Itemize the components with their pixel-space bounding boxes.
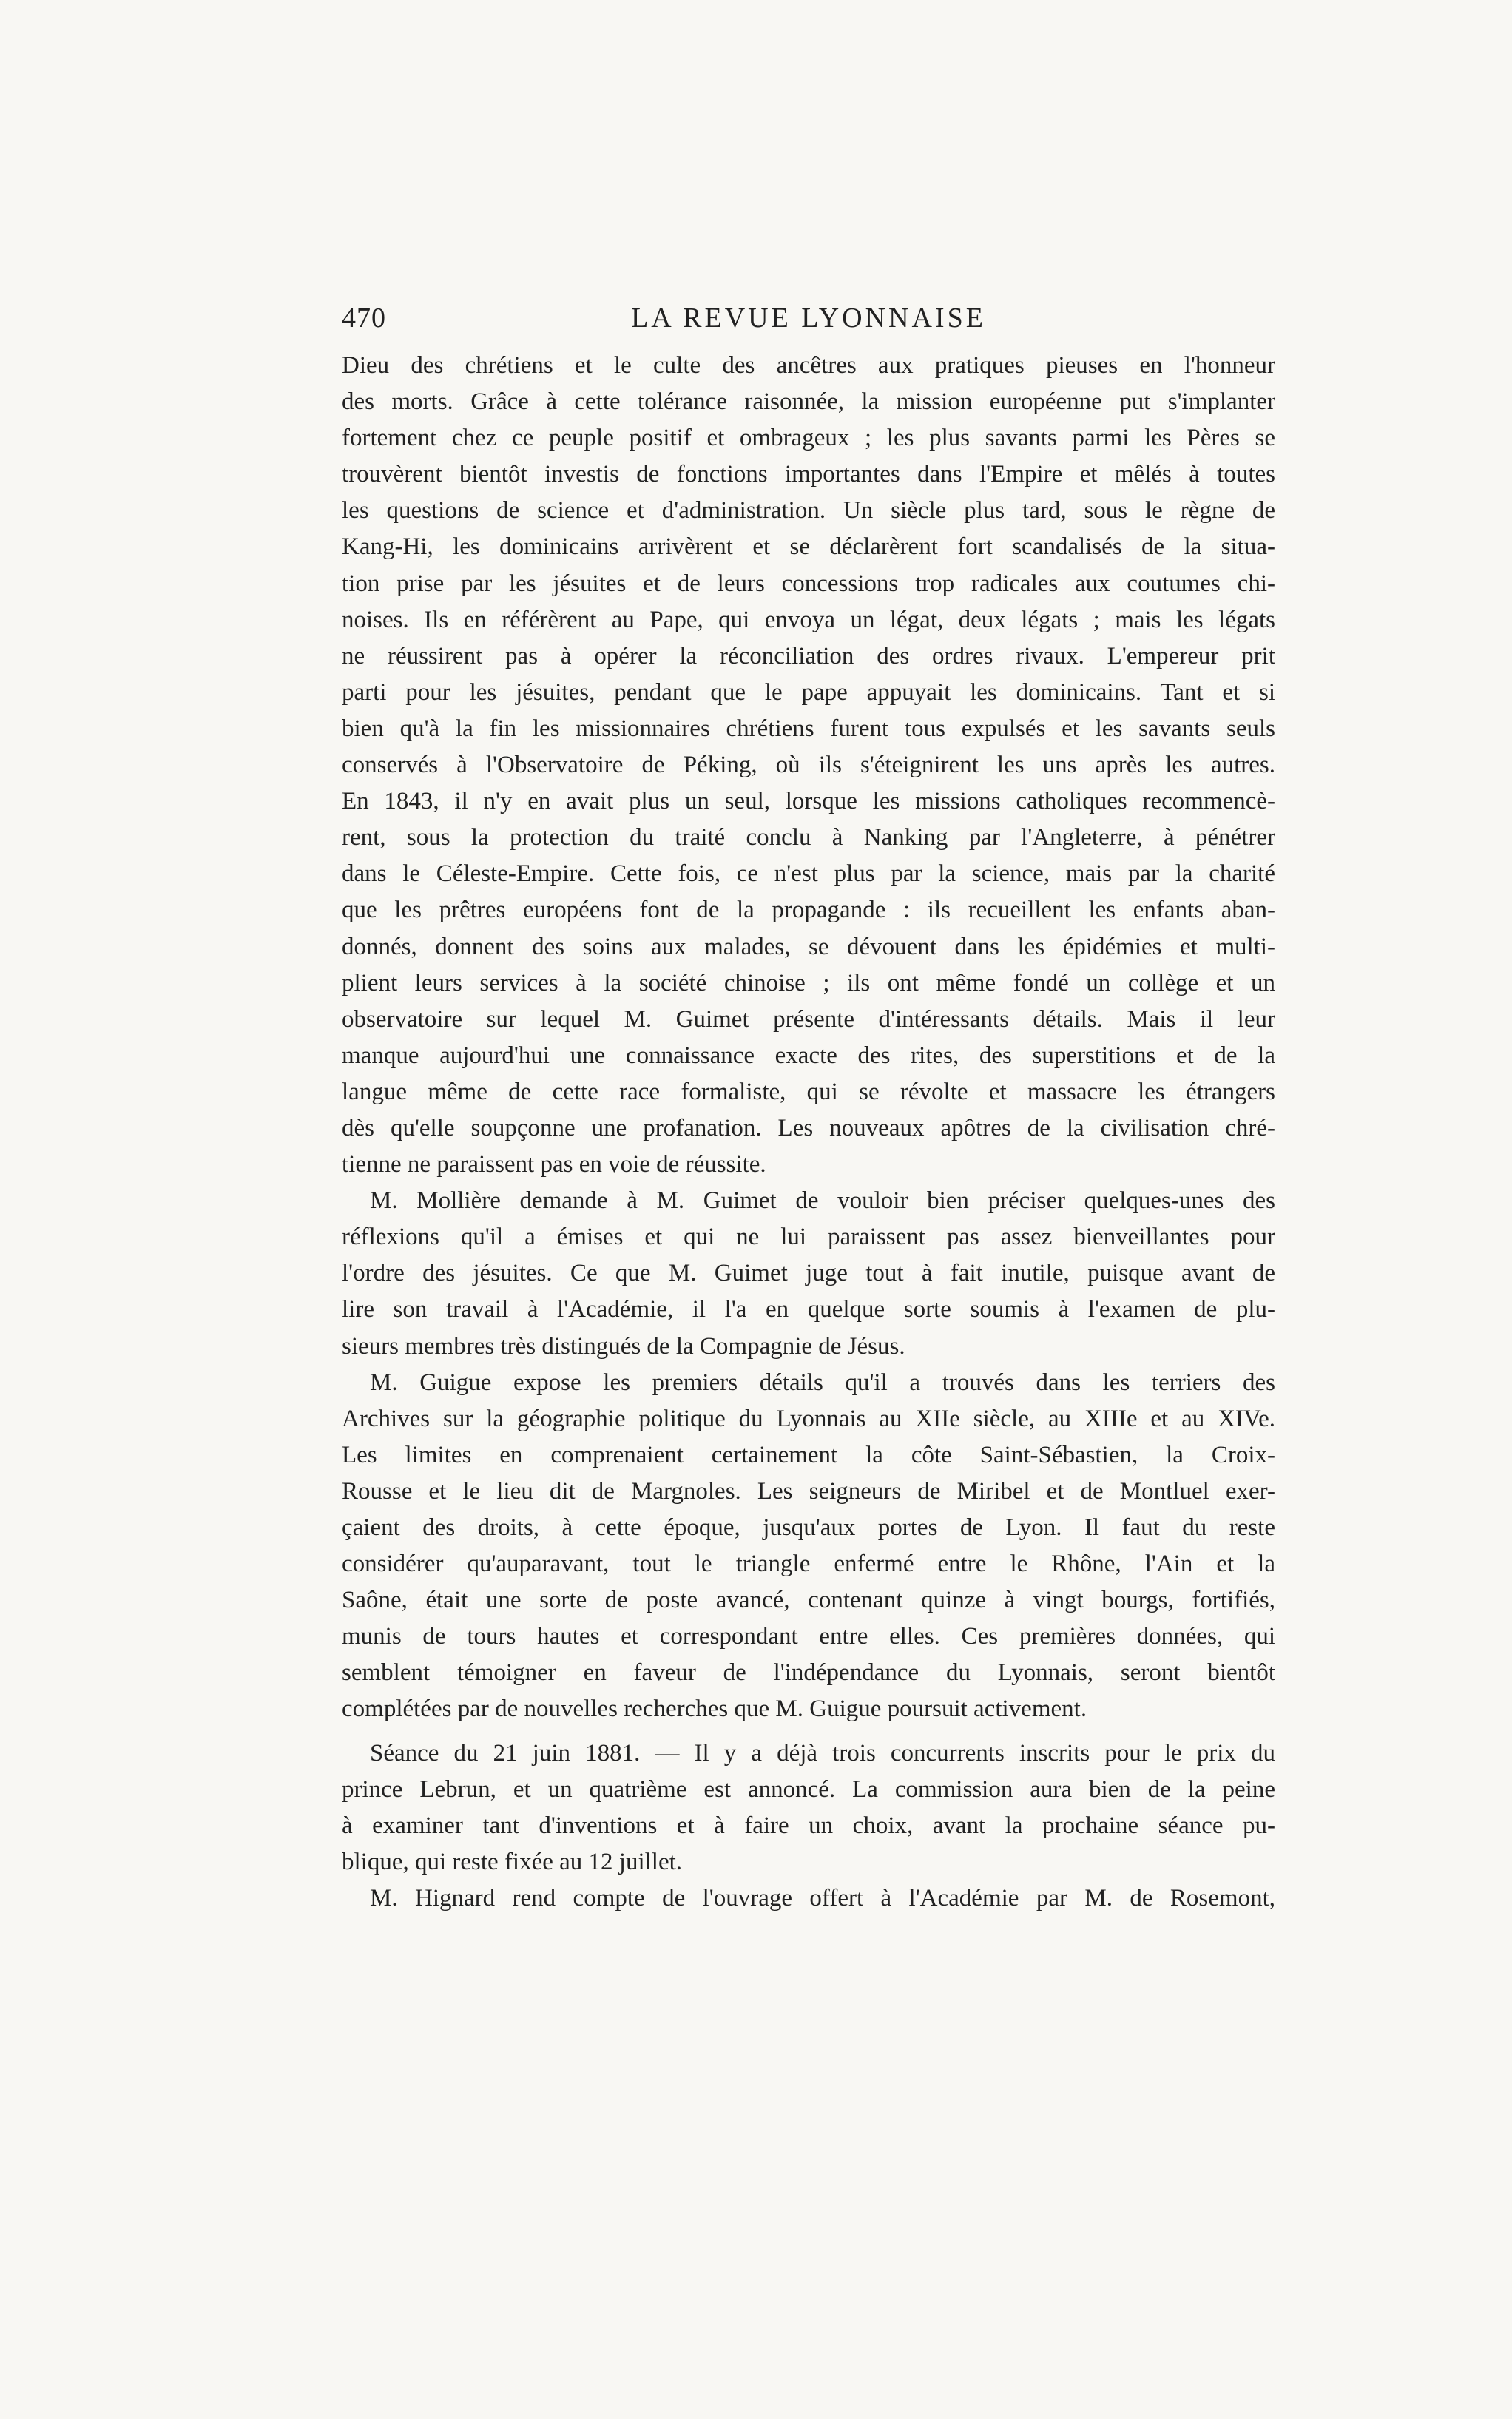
text-line: M. Guigue expose les premiers détails qu'il a trouvés dans les terriers des	[370, 1369, 1275, 1396]
text-line: M. Hignard rend compte de l'ouvrage offert à l'Académie par M. de Rosemont,	[370, 1884, 1275, 1912]
text-line: M. Mollière demande à M. Guimet de vouloir bien préciser quelques-unes des	[370, 1187, 1275, 1215]
text-line: Kang-Hi, les dominicains arrivèrent et se déclarèrent fort scandalisés de la situa-	[342, 533, 1275, 561]
page-header	[342, 302, 1275, 348]
text-line: langue même de cette race formaliste, qui se révolte et massacre les étrangers	[342, 1078, 1275, 1105]
text-line: Dieu des chrétiens et le culte des ancêtres aux pratiques pieuses en l'honneur	[342, 352, 1275, 379]
text-line: prince Lebrun, et un quatrième est annoncé. La commission aura bien de la peine	[342, 1775, 1275, 1803]
text-line: tion prise par les jésuites et de leurs concessions trop radicales aux coutumes chi-	[342, 570, 1275, 597]
text-line: fortement chez ce peuple positif et ombrageux ; les plus savants parmi les Pères se	[342, 425, 1275, 452]
text-line: ne réussirent pas à opérer la réconciliation des ordres rivaux. L'empereur prit	[342, 642, 1275, 669]
text-line: lire son travail à l'Académie, il l'a en quelque sorte soumis à l'examen de plu-	[342, 1296, 1275, 1323]
text-line: Archives sur la géographie politique du Lyonnais au XIIe siècle, au XIIIe et au XIVe.	[342, 1405, 1275, 1432]
text-line: dès qu'elle soupçonne une profanation. Les nouveaux apôtres de la civilisation chré-	[342, 1114, 1275, 1141]
text-line: Saône, était une sorte de poste avancé, contenant quinze à vingt bourgs, fortifiés,	[342, 1587, 1275, 1614]
text-line: à examiner tant d'inventions et à faire un choix, avant la prochaine séance pu-	[342, 1812, 1275, 1839]
text-block	[342, 302, 1275, 1917]
text-line: les questions de science et d'administration. Un siècle plus tard, sous le règne de	[342, 497, 1275, 524]
text-line: dans le Céleste-Empire. Cette fois, ce n'est plus par la science, mais par la charité	[342, 860, 1275, 888]
text-line: observatoire sur lequel M. Guimet présente d'intéressants détails. Mais il leur	[342, 1005, 1275, 1033]
text-line: complétées par de nouvelles recherches que M. Guigue poursuit activement.	[342, 1696, 1087, 1723]
page-number: 470	[342, 303, 386, 334]
text-line: l'ordre des jésuites. Ce que M. Guimet juge tout à fait inutile, puisque avant de	[342, 1260, 1275, 1287]
text-line: noises. Ils en référèrent au Pape, qui envoya un légat, deux légats ; mais les légats	[342, 606, 1275, 633]
body-text	[342, 348, 1275, 1917]
text-line: bien qu'à la fin les missionnaires chrétiens furent tous expulsés et les savants seuls	[342, 715, 1275, 742]
paragraph-gap	[342, 1728, 1275, 1735]
text-line: Rousse et le lieu dit de Margnoles. Les seigneurs de Miribel et de Montluel exer-	[342, 1477, 1275, 1505]
text-line: manque aujourd'hui une connaissance exacte des rites, des superstitions et de la	[342, 1042, 1275, 1069]
text-line: que les prêtres européens font de la propagande : ils recueillent les enfants aban-	[342, 897, 1275, 924]
text-line: des morts. Grâce à cette tolérance raisonnée, la mission européenne put s'implanter	[342, 388, 1275, 416]
text-line: considérer qu'auparavant, tout le triangle enfermé entre le Rhône, l'Ain et la	[342, 1551, 1275, 1578]
text-line: Les limites en comprenaient certainement la côte Saint-Sébastien, la Croix-	[342, 1441, 1275, 1468]
text-line: semblent témoigner en faveur de l'indépendance du Lyonnais, seront bientôt	[342, 1659, 1275, 1687]
text-line: réflexions qu'il a émises et qui ne lui paraissent pas assez bienveillantes pour	[342, 1224, 1275, 1251]
text-line: blique, qui reste fixée au 12 juillet.	[342, 1848, 683, 1875]
text-line: donnés, donnent des soins aux malades, se dévouent dans les épidémies et multi-	[342, 933, 1275, 960]
text-line: plient leurs services à la société chinoise ; ils ont même fondé un collège et un	[342, 969, 1275, 996]
running-title: LA REVUE LYONNAISE	[631, 303, 986, 334]
text-line: trouvèrent bientôt investis de fonctions importantes dans l'Empire et mêlés à toutes	[342, 461, 1275, 488]
session-heading-line: Séance du 21 juin 1881. — Il y a déjà trois concurrents inscrits pour le prix du	[370, 1739, 1275, 1767]
text-line: rent, sous la protection du traité conclu à Nanking par l'Angleterre, à pénétrer	[342, 824, 1275, 851]
text-line: sieurs membres très distingués de la Compagnie de Jésus.	[342, 1332, 905, 1360]
text-line: En 1843, il n'y en avait plus un seul, lorsque les missions catholiques recommencè-	[342, 788, 1275, 815]
text-line: çaient des droits, à cette époque, jusqu'aux portes de Lyon. Il faut du reste	[342, 1514, 1275, 1541]
text-line: conservés à l'Observatoire de Péking, où ils s'éteignirent les uns après les autres.	[342, 752, 1275, 779]
text-line: munis de tours hautes et correspondant entre elles. Ces premières données, qui	[342, 1623, 1275, 1650]
text-line: parti pour les jésuites, pendant que le pape appuyait les dominicains. Tant et si	[342, 678, 1275, 706]
text-line: tienne ne paraissent pas en voie de réussite.	[342, 1151, 766, 1178]
